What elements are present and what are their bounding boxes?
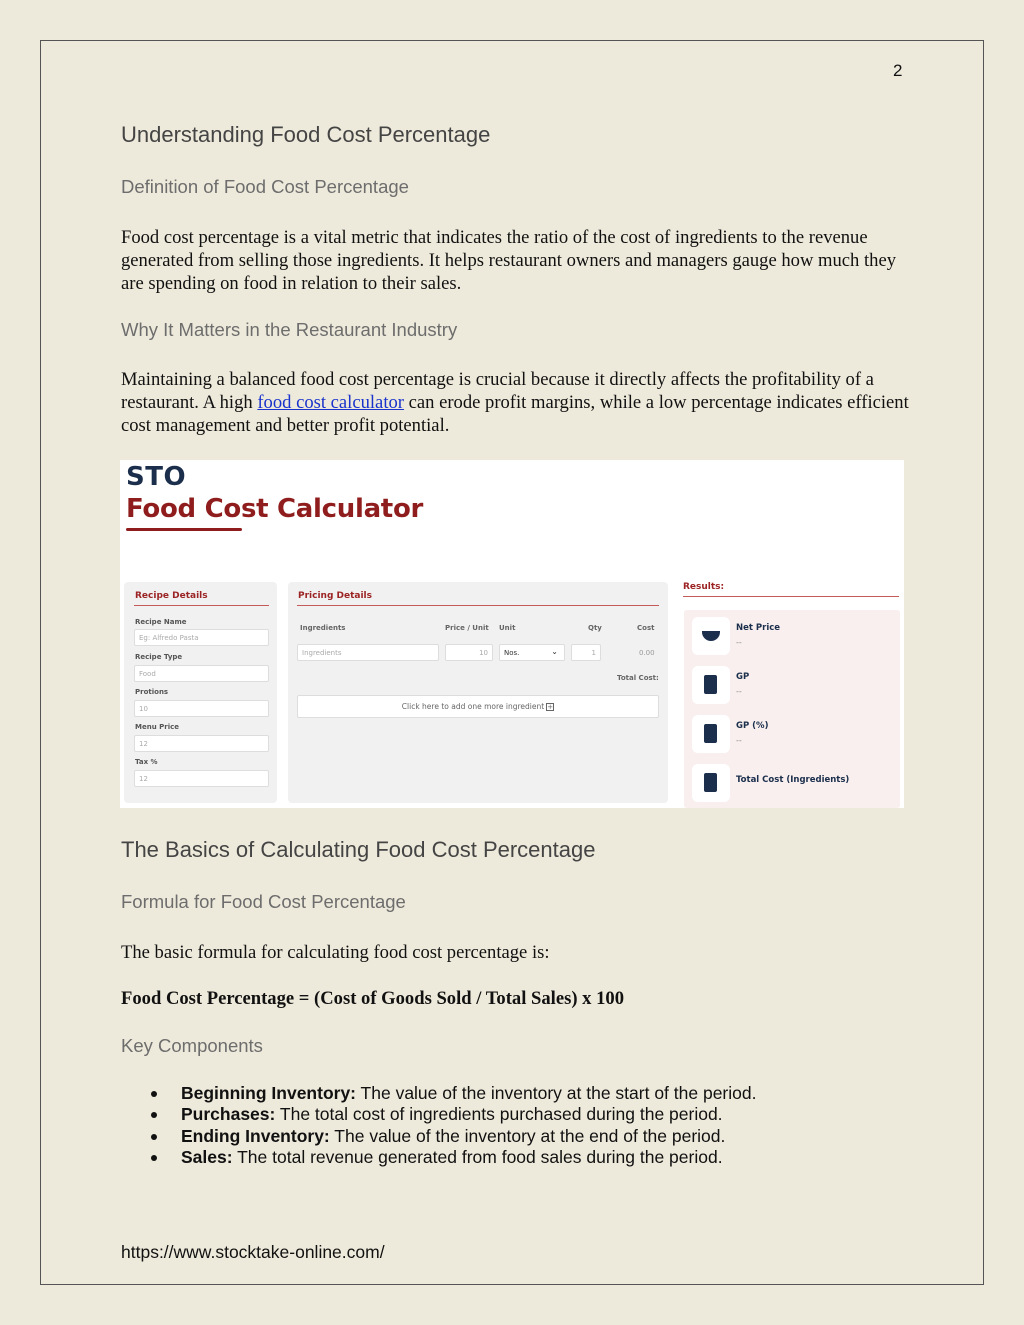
price-unit-input[interactable]: 10 (445, 644, 493, 661)
component-desc: The total cost of ingredients purchased during the period. (275, 1104, 723, 1125)
section-heading-basics: The Basics of Calculating Food Cost Percentage (121, 837, 596, 862)
sto-logo: STO (126, 462, 187, 492)
menu-price-input[interactable]: 12 (134, 735, 269, 752)
add-ingredient-label: Click here to add one more ingredient (401, 702, 545, 711)
pricing-details-rule (297, 605, 659, 606)
subheading-formula: Formula for Food Cost Percentage (121, 891, 406, 912)
tax-label: Tax % (135, 758, 158, 766)
menu-price-label: Menu Price (135, 723, 179, 731)
net-price-label: Net Price (736, 623, 781, 633)
unit-select[interactable] (499, 644, 565, 661)
recipe-details-rule (134, 605, 269, 606)
footer-url[interactable]: https://www.stocktake-online.com/ (121, 1242, 385, 1262)
cost-value: 0.00 (639, 649, 655, 657)
plus-icon: + (547, 703, 554, 711)
component-desc: The value of the inventory at the start of the period. (356, 1083, 757, 1103)
net-price-value: -- (736, 638, 742, 647)
component-term: Sales: (181, 1146, 233, 1167)
calculator-screenshot (120, 460, 904, 808)
component-term: Beginning Inventory: (181, 1083, 356, 1103)
paragraph-formula-intro: The basic formula for calculating food cost percentage is: (121, 942, 550, 963)
ingredients-column-header: Ingredients (300, 624, 346, 632)
gp-label: GP (736, 672, 750, 682)
bowl-icon (692, 617, 730, 655)
page-number: 2 (893, 61, 903, 80)
chevron-down-icon: ⌄ (551, 647, 558, 656)
percent-document-icon (692, 715, 730, 753)
paragraph-text-after: can erode profit margins, while a low percentage indicates efficient cost management and better profit potential. (121, 392, 909, 436)
component-term: Ending Inventory: (181, 1125, 330, 1146)
bullet-icon (151, 1112, 157, 1118)
recipe-name-input[interactable]: Eg: Alfredo Pasta (134, 629, 269, 646)
gp-percent-value: -- (736, 736, 742, 745)
component-term: Purchases: (181, 1104, 276, 1125)
tax-input[interactable]: 12 (134, 770, 269, 787)
formula-text: Food Cost Percentage = (Cost of Goods Sold / Total Sales) x 100 (121, 988, 624, 1009)
list-item (121, 1147, 756, 1168)
recipe-name-label: Recipe Name (135, 618, 187, 626)
list-item (121, 1083, 756, 1104)
food-cost-calculator-link[interactable]: food cost calculator (257, 392, 404, 413)
portions-input[interactable]: 10 (134, 700, 269, 717)
paragraph-definition: Food cost percentage is a vital metric that indicates the ratio of the cost of ingredients to the revenue generated from selling those ingredients. It helps restaurant owners and managers gauge how much they are spending on food in relation to their sales. (121, 227, 897, 294)
subheading-key-components: Key Components (121, 1035, 263, 1056)
recipe-type-input[interactable]: Food (134, 665, 269, 682)
bullet-icon (151, 1155, 157, 1161)
portions-label: Protions (135, 688, 169, 696)
section-heading-understanding: Understanding Food Cost Percentage (121, 122, 491, 147)
bullet-icon (151, 1134, 157, 1140)
add-ingredient-button[interactable] (297, 695, 659, 718)
document-icon (692, 666, 730, 704)
qty-input[interactable]: 1 (571, 644, 601, 661)
list-item (121, 1104, 756, 1125)
subheading-why-it-matters: Why It Matters in the Restaurant Industry (121, 319, 458, 340)
cost-column-header: Cost (637, 624, 655, 632)
subheading-definition: Definition of Food Cost Percentage (121, 176, 409, 197)
title-underline (126, 528, 242, 531)
bullet-icon (151, 1091, 157, 1097)
results-title: Results: (683, 582, 725, 592)
pricing-details-panel (288, 582, 668, 803)
component-desc: The value of the inventory at the end of the period. (329, 1125, 726, 1146)
pricing-details-title: Pricing Details (298, 591, 372, 601)
key-components-list (121, 1083, 756, 1168)
paragraph-text-before: Maintaining a balanced food cost percentage is crucial because it directly affects the profitability of a restaurant. A high (121, 369, 874, 413)
calculator-title: Food Cost Calculator (126, 494, 424, 524)
recipe-details-title: Recipe Details (135, 591, 208, 601)
recipe-type-label: Recipe Type (135, 653, 183, 661)
qty-column-header: Qty (588, 624, 602, 632)
receipt-icon (692, 764, 730, 802)
total-cost-label: Total Cost: (617, 674, 659, 682)
gp-percent-label: GP (%) (736, 721, 769, 731)
results-rule (683, 596, 899, 597)
ingredient-input[interactable]: Ingredients (297, 644, 439, 661)
gp-value: -- (736, 687, 742, 696)
unit-column-header: Unit (499, 624, 516, 632)
total-cost-ingredients-label: Total Cost (Ingredients) (736, 775, 850, 785)
price-unit-column-header: Price / Unit (445, 624, 489, 632)
unit-select-value: Nos. (504, 649, 520, 657)
component-desc: The total revenue generated from food sales during the period. (232, 1146, 723, 1167)
paragraph-why-it-matters (121, 368, 911, 437)
list-item (121, 1126, 756, 1147)
